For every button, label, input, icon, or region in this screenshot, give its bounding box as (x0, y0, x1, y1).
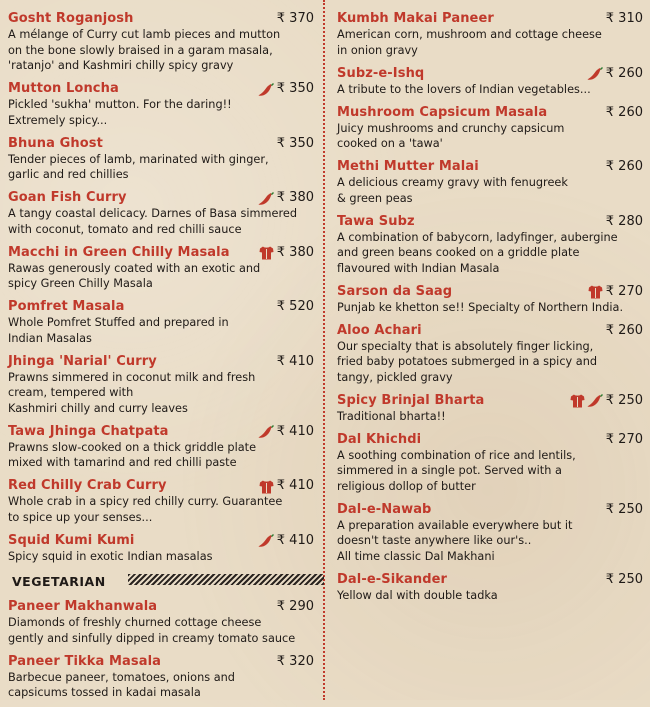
left-column (8, 10, 314, 707)
menu-item (8, 477, 314, 525)
dish-name: Spicy Brinjal Bharta (337, 392, 485, 408)
dish-description-line: Prawns slow-cooked on a thick griddle plate (8, 440, 257, 454)
dish-description-line: Pickled 'sukha' mutton. For the daring!! (8, 98, 232, 111)
section-hatch-bar (128, 574, 324, 585)
dish-price: ₹ 380 (276, 244, 314, 260)
dish-description-line: with coconut, tomato and red chilli sauce (8, 222, 242, 236)
menu-item (8, 80, 314, 128)
dish-description-line: capsicums tossed in kadai masala (8, 686, 201, 699)
dish-price: ₹ 290 (276, 599, 314, 614)
chef-special-icon (259, 245, 274, 259)
dish-description-line: Our specialty that is absolutely finger licking, (337, 339, 594, 353)
dish-description-line: Yellow dal with double tadka (337, 588, 498, 602)
dish-price: ₹ 350 (276, 81, 314, 96)
dish-description-line: Barbecue paneer, tomatoes, onions and (8, 670, 235, 684)
dish-price: ₹ 250 (605, 571, 643, 587)
menu-item (337, 10, 643, 58)
dish-description-line: Traditional bharta!! (337, 409, 446, 423)
dish-price: ₹ 370 (276, 11, 314, 26)
chili-icon (258, 82, 274, 96)
menu-item (8, 423, 314, 471)
dish-description-line: to spice up your senses... (8, 510, 153, 524)
dish-price: ₹ 260 (605, 65, 643, 81)
chef-special-icon (570, 393, 585, 407)
dish-description-line: flavoured with Indian Masala (337, 261, 500, 275)
dish-price: ₹ 410 (276, 353, 314, 369)
dish-description-line: 'ratanjo' and Kashmiri chilly spicy gravy (8, 59, 234, 72)
dish-description-line: All time classic Dal Makhani (337, 549, 495, 563)
dish-name: Red Chilly Crab Curry (8, 478, 167, 493)
dish-name: Jhinga 'Narial' Curry (8, 353, 157, 369)
dish-name: Methi Mutter Malai (337, 159, 479, 174)
dish-name: Aloo Achari (337, 322, 422, 338)
menu-item (8, 189, 314, 237)
chef-special-icon (588, 284, 603, 298)
dish-price: ₹ 410 (276, 478, 314, 493)
chili-icon (587, 393, 603, 407)
dish-description-line: on the bone slowly braised in a garam masala, (8, 43, 273, 57)
dish-icons (258, 80, 274, 97)
dish-price: ₹ 280 (605, 213, 643, 229)
dish-price: ₹ 410 (276, 532, 314, 548)
chef-special-icon (259, 479, 274, 493)
veg-item-list (8, 598, 314, 701)
dish-description-line: Whole Pomfret Stuffed and prepared in (8, 316, 229, 329)
menu-item (337, 571, 643, 604)
dish-description-line: Whole crab in a spicy red chilly curry. Guarantee (8, 495, 283, 508)
menu-item (8, 353, 314, 417)
dish-description-line: fried baby potatoes submerged in a spicy and (337, 355, 598, 368)
dish-icons (588, 283, 603, 300)
dish-description-line: Indian Masalas (8, 331, 92, 345)
menu-item (8, 135, 314, 183)
dish-name: Kumbh Makai Paneer (337, 11, 494, 26)
dish-name: Pomfret Masala (8, 299, 125, 314)
dish-description-line: A preparation available everywhere but it (337, 518, 573, 532)
dish-name: Subz-e-Ishq (337, 65, 425, 81)
dish-description-line: Rawas generously coated with an exotic and (8, 261, 261, 275)
dish-description-line: and green beans cooked on a griddle plate (337, 246, 580, 259)
dish-name: Dal-e-Nawab (337, 501, 432, 517)
menu-item (8, 532, 314, 565)
nonveg-item-list (8, 10, 314, 564)
dish-description-line: doesn't taste anywhere like our's.. (337, 534, 532, 547)
dish-description-line: Punjab ke khetton se!! Specialty of Northern India. (337, 300, 624, 314)
dish-description-line: & green peas (337, 191, 413, 205)
dish-name: Paneer Makhanwala (8, 599, 158, 614)
dish-price: ₹ 320 (276, 653, 314, 669)
column-divider (323, 0, 325, 700)
dish-description-line: spicy Green Chilly Masala (8, 277, 153, 290)
dish-name: Mutton Loncha (8, 81, 119, 96)
dish-icons (258, 532, 274, 549)
menu-item (8, 10, 314, 74)
menu-item (337, 322, 643, 386)
dish-price: ₹ 310 (605, 11, 643, 26)
menu-item (337, 213, 643, 277)
dish-name: Sarson da Saag (337, 283, 453, 299)
dish-name: Tawa Subz (337, 213, 415, 229)
chili-icon (587, 66, 603, 80)
vegetarian-section-header (8, 572, 314, 598)
dish-description-line: cooked on a 'tawa' (337, 137, 443, 150)
menu-item (337, 65, 643, 98)
dish-description-line: Kashmiri chilly and curry leaves (8, 401, 188, 415)
dish-description-line: Prawns simmered in coconut milk and fresh (8, 370, 256, 384)
dish-description-line: mixed with tamarind and red chilli paste (8, 456, 237, 469)
dish-icons (258, 423, 274, 440)
dish-name: Goan Fish Curry (8, 190, 127, 205)
dish-name: Squid Kumi Kumi (8, 532, 135, 548)
dish-description-line: A mélange of Curry cut lamb pieces and mutton (8, 28, 281, 41)
dish-icons (587, 65, 603, 82)
menu-item (8, 598, 314, 646)
dish-name: Paneer Tikka Masala (8, 653, 162, 669)
menu-item (8, 298, 314, 346)
dish-price: ₹ 250 (605, 501, 643, 517)
right-column (337, 10, 643, 610)
dish-name: Dal Khichdi (337, 431, 422, 447)
dish-price: ₹ 380 (276, 190, 314, 205)
dish-description-line: cream, tempered with (8, 386, 134, 399)
menu-item (337, 392, 643, 425)
dish-name: Mushroom Capsicum Masala (337, 104, 548, 120)
dish-price: ₹ 270 (605, 283, 643, 299)
veg-item-list-right (337, 10, 643, 603)
dish-description-line: A delicious creamy gravy with fenugreek (337, 176, 568, 189)
dish-description-line: Juicy mushrooms and crunchy capsicum (337, 121, 565, 135)
dish-description-line: Diamonds of freshly churned cottage cheese (8, 616, 262, 629)
menu-item (337, 501, 643, 565)
dish-icons (570, 392, 603, 409)
dish-price: ₹ 260 (605, 322, 643, 338)
menu-item (8, 653, 314, 701)
dish-price: ₹ 260 (605, 104, 643, 120)
dish-icons (259, 244, 274, 261)
dish-description-line: garlic and red chillies (8, 168, 129, 181)
dish-price: ₹ 410 (276, 423, 314, 439)
dish-description-line: A tribute to the lovers of Indian vegetables... (337, 82, 591, 96)
dish-description-line: simmered in a single pot. Served with a (337, 464, 562, 477)
menu-item (337, 104, 643, 152)
dish-name: Bhuna Ghost (8, 135, 103, 151)
dish-price: ₹ 260 (605, 159, 643, 174)
dish-price: ₹ 250 (605, 392, 643, 408)
dish-description-line: Extremely spicy... (8, 113, 108, 127)
menu-item (8, 244, 314, 292)
dish-description-line: A tangy coastal delicacy. Darnes of Basa simmered (8, 207, 297, 220)
dish-description-line: Spicy squid in exotic Indian masalas (8, 549, 213, 563)
dish-description-line: religious dollop of butter (337, 479, 476, 493)
chili-icon (258, 191, 274, 205)
menu-item (337, 431, 643, 495)
dish-name: Dal-e-Sikander (337, 571, 448, 587)
dish-icons (258, 189, 274, 206)
dish-description-line: gently and sinfully dipped in creamy tomato sauce (8, 631, 296, 645)
dish-name: Tawa Jhinga Chatpata (8, 423, 169, 439)
dish-description-line: A soothing combination of rice and lentils, (337, 448, 576, 462)
dish-price: ₹ 520 (276, 299, 314, 314)
menu-item (337, 283, 643, 316)
section-title: VEGETARIAN (12, 574, 106, 589)
dish-description-line: A combination of babycorn, ladyfinger, aubergine (337, 230, 618, 244)
dish-name: Macchi in Green Chilly Masala (8, 244, 230, 260)
dish-description-line: tangy, pickled gravy (337, 370, 453, 384)
dish-description-line: Tender pieces of lamb, marinated with ginger, (8, 152, 269, 166)
dish-description-line: in onion gravy (337, 43, 418, 57)
chili-icon (258, 424, 274, 438)
chili-icon (258, 533, 274, 547)
menu-item (337, 158, 643, 206)
dish-price: ₹ 350 (276, 135, 314, 151)
dish-price: ₹ 270 (605, 431, 643, 447)
dish-icons (259, 477, 274, 494)
dish-name: Gosht Roganjosh (8, 11, 134, 26)
dish-description-line: American corn, mushroom and cottage cheese (337, 28, 602, 41)
